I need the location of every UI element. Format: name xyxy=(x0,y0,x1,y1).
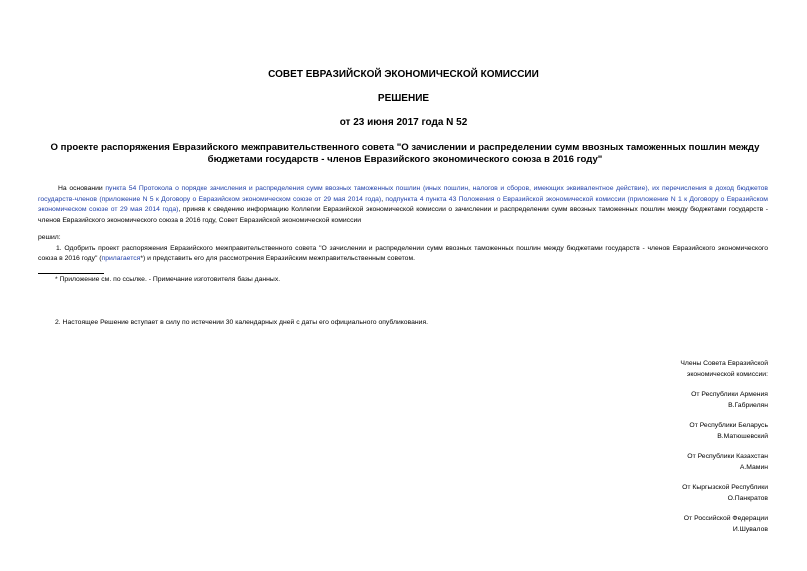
signature-name: А.Мамин xyxy=(739,463,768,471)
basis-text-1: На основании xyxy=(58,185,106,192)
signature-armenia xyxy=(691,390,768,411)
signatures-heading-line1: Члены Совета Евразийской xyxy=(680,360,768,367)
regulation-link[interactable]: подпункта 4 пункта 43 Положения о Евразийской экономической комиссии (приложение N 1 к Договору о Евразийском экономическом союзе от 29 мая 2014 года) xyxy=(38,195,768,213)
signature-name: В.Габриелян xyxy=(728,401,768,409)
basis-text-3: , приняв к сведению информацию Коллегии Евразийской экономической комиссии о зачислении и распределении сумм ввозных таможенных пошлин между бюджетами государств - членов Евразийского экономического союза в 2016 году, Совет Евразийской экономической комиссии xyxy=(38,206,769,224)
document-date: от 23 июня 2017 года N 52 xyxy=(339,117,468,128)
signature-kazakhstan xyxy=(687,452,768,473)
council-title: СОВЕТ ЕВРАЗИЙСКОЙ ЭКОНОМИЧЕСКОЙ КОМИССИИ xyxy=(268,69,539,80)
document-subject: О проекте распоряжения Евразийского межправительственного совета "О зачислении и распределении сумм ввозных таможенных пошлин между бюджетами государств - членов Евразийского экономического союза в 2016 году" xyxy=(50,142,760,165)
signature-country: От Республики Армения xyxy=(691,391,768,398)
basis-text-2: , xyxy=(381,195,386,203)
protocol-link[interactable]: пункта 54 Протокола о порядке зачисления и распределения сумм ввозных таможенных пошлин (иных пошлин, налогов и сборов, имеющих эквивалентное действие), их перечисления в доход бюджетов государств-членов (приложение N 5 к Договору о Евразийском экономическом союзе от 29 мая 2014 года) xyxy=(38,185,768,203)
resolved-item-2: 2. Настоящее Решение вступает в силу по истечении 30 календарных дней с даты его официального опубликования. xyxy=(55,319,429,326)
item1-text-a: 1. Одобрить проект распоряжения Евразийского межправительственного совета "О зачислении и распределении сумм ввозных таможенных пошлин между бюджетами государств - членов Евразийского экономического союза в 2016 году" ( xyxy=(38,244,768,262)
signature-country: От Российской Федерации xyxy=(683,515,768,522)
footnote-divider xyxy=(38,273,104,274)
basis-paragraph xyxy=(38,184,768,226)
signature-kyrgyzstan xyxy=(682,483,768,504)
resolved-item-1 xyxy=(38,244,768,265)
resolved-label: решил: xyxy=(38,234,61,241)
signature-belarus xyxy=(689,421,768,442)
attachment-link[interactable]: прилагается xyxy=(101,255,141,262)
item1-text-b: *) и представить его для рассмотрения Евразийским межправительственным советом. xyxy=(140,255,416,262)
footnote: * Приложение см. по ссылке. - Примечание изготовителя базы данных. xyxy=(55,276,281,283)
signature-name: И.Шувалов xyxy=(732,525,768,533)
signature-country: От Кыргызской Республики xyxy=(682,484,768,491)
document-type: РЕШЕНИЕ xyxy=(377,93,430,104)
signature-russia xyxy=(684,514,768,535)
signatures-heading xyxy=(680,359,768,380)
signature-name: О.Панкратов xyxy=(727,494,768,502)
signature-name: В.Матюшевский xyxy=(717,432,768,440)
resolved-section xyxy=(38,233,768,265)
signature-country: От Республики Казахстан xyxy=(687,453,768,460)
signatures-heading-line2: экономической комиссии: xyxy=(686,370,768,378)
signature-country: От Республики Беларусь xyxy=(689,422,768,429)
